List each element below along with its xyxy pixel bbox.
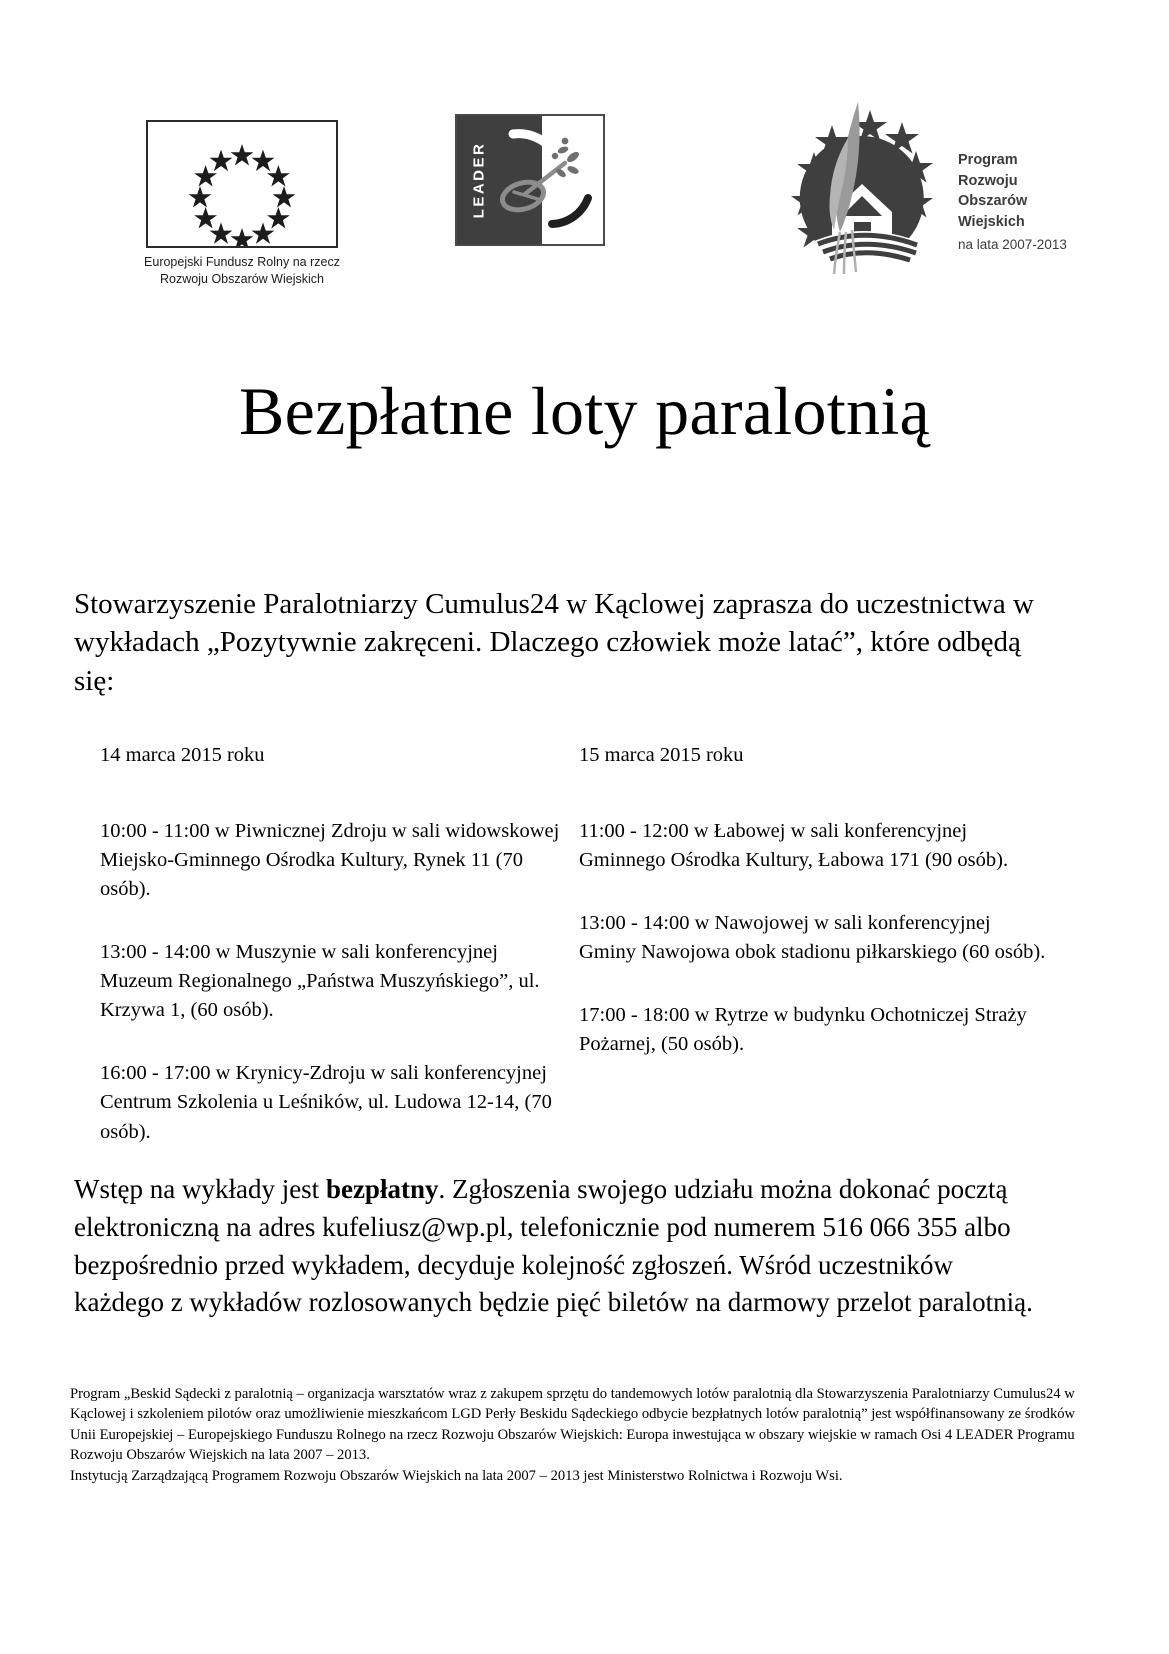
funding-disclaimer [70,1384,1100,1486]
footer-paragraph-2: Instytucją Zarządzającą Programem Rozwoju Obszarów Wiejskich na lata 2007 – 2013 jest Ministerstwo Rolnictwa i Rozwoju Wsi. [70,1467,843,1484]
cta-text-part-1: Wstęp na wykłady jest [74,1174,326,1204]
prow-years: na lata 2007-2013 [958,237,1067,253]
eu-logo-caption [92,254,392,288]
schedule-column-day-2 [579,742,1049,1059]
eu-caption-line-2: Rozwoju Obszarów Wiejskich [160,271,324,286]
registration-paragraph [74,1171,1034,1322]
prow-line-4: Wiejskich [958,213,1025,230]
prow-wordmark [958,150,1067,254]
prow-line-3: Obszarów [958,193,1028,210]
schedule-entry: 17:00 - 18:00 w Rytrze w budynku Ochotniczej Straży Pożarnej, (50 osób). [579,1004,1027,1056]
prow-line-1: Program [958,152,1018,168]
prow-line-2: Rozwoju [958,172,1018,189]
footer-paragraph-1: Program „Beskid Sądecki z paralotnią – organizacja warsztatów wraz z zakupem sprzętu do tandemowych lotów paralotnią dla Stowarzyszenia Paralotniarzy Cumulus24 w Kąclowej i szkoleniem pilotów oraz umożliwienie mieszkańcom LGD Perły Beskidu Sądeckiego odbycie bezpłatnych lotów paralotnią” jest współfinansowany ze środków Unii Europejskiej – Europejskiego Funduszu Rolnego na rzecz Rozwoju Obszarów Wiejskich: Europa inwestująca w obszary wiejskie w ramach Osi 4 LEADER Programu Rozwoju Obszarów Wiejskich na lata 2007 – 2013. [70,1386,1076,1464]
logo-band [0,92,1169,287]
schedule-entry: 13:00 - 14:00 w Muszynie w sali konferencyjnej Muzeum Regionalnego „Państwa Muszyńskiego”, ul. Krzywa 1, (60 osób). [100,940,540,1022]
cta-bold-word: bezpłatny [325,1174,439,1204]
prow-logo [770,92,1070,287]
schedule-entry: 10:00 - 11:00 w Piwnicznej Zdroju w sali widowskowej Miejsko-Gminnego Ośrodka Kultury, Rynek 11 (70 osób). [100,819,560,900]
eu-caption-line-1: Europejski Fundusz Rolny na rzecz [144,255,340,269]
eu-funds-logo [92,120,392,288]
schedule-column-day-1 [100,742,570,1147]
eu-flag-icon [146,120,338,248]
leader-logo-icon [455,114,605,246]
schedule-entry: 13:00 - 14:00 w Nawojowej w sali konferencyjnej Gminy Nawojowa obok stadionu piłkarskiego (60 osób). [579,911,1046,963]
schedule-date-day-1: 14 marca 2015 roku [100,744,265,766]
schedule-entry: 11:00 - 12:00 w Łabowej w sali konferencyjnej Gminnego Ośrodka Kultury, Łabowa 171 (90 osób). [579,819,1009,871]
cta-text-part-2: . Zgłoszenia swojego udziału można dokonać pocztą elektroniczną na adres kufeliusz@wp.pl, telefonicznie pod numerem 516 066 355 albo bezpośrednio przed wykładem, decyduje kolejność zgłoszeń. Wśród uczestników każdego z wykładów rozlosowanych będzie pięć biletów na darmowy przelot paralotnią. [74,1174,1033,1318]
eu-stars-circle-icon [148,122,336,246]
page-title: Bezpłatne loty paralotnią [238,373,931,449]
intro-paragraph: Stowarzyszenie Paralotniarzy Cumulus24 w Kąclowej zaprasza do uczestnictwa w wykładach „Pozytywnie zakręceni. Dlaczego człowiek może latać”, które odbędą się: [74,588,1034,697]
prow-emblem-icon [770,92,955,282]
schedule-date-day-2: 15 marca 2015 roku [579,744,744,766]
leader-wordmark: LEADER [470,141,488,219]
schedule-entry: 16:00 - 17:00 w Krynicy-Zdroju w sali konferencyjnej Centrum Szkolenia u Leśników, ul. Ludowa 12-14, (70 osób). [100,1062,552,1143]
leader-plant-icon [457,116,603,244]
